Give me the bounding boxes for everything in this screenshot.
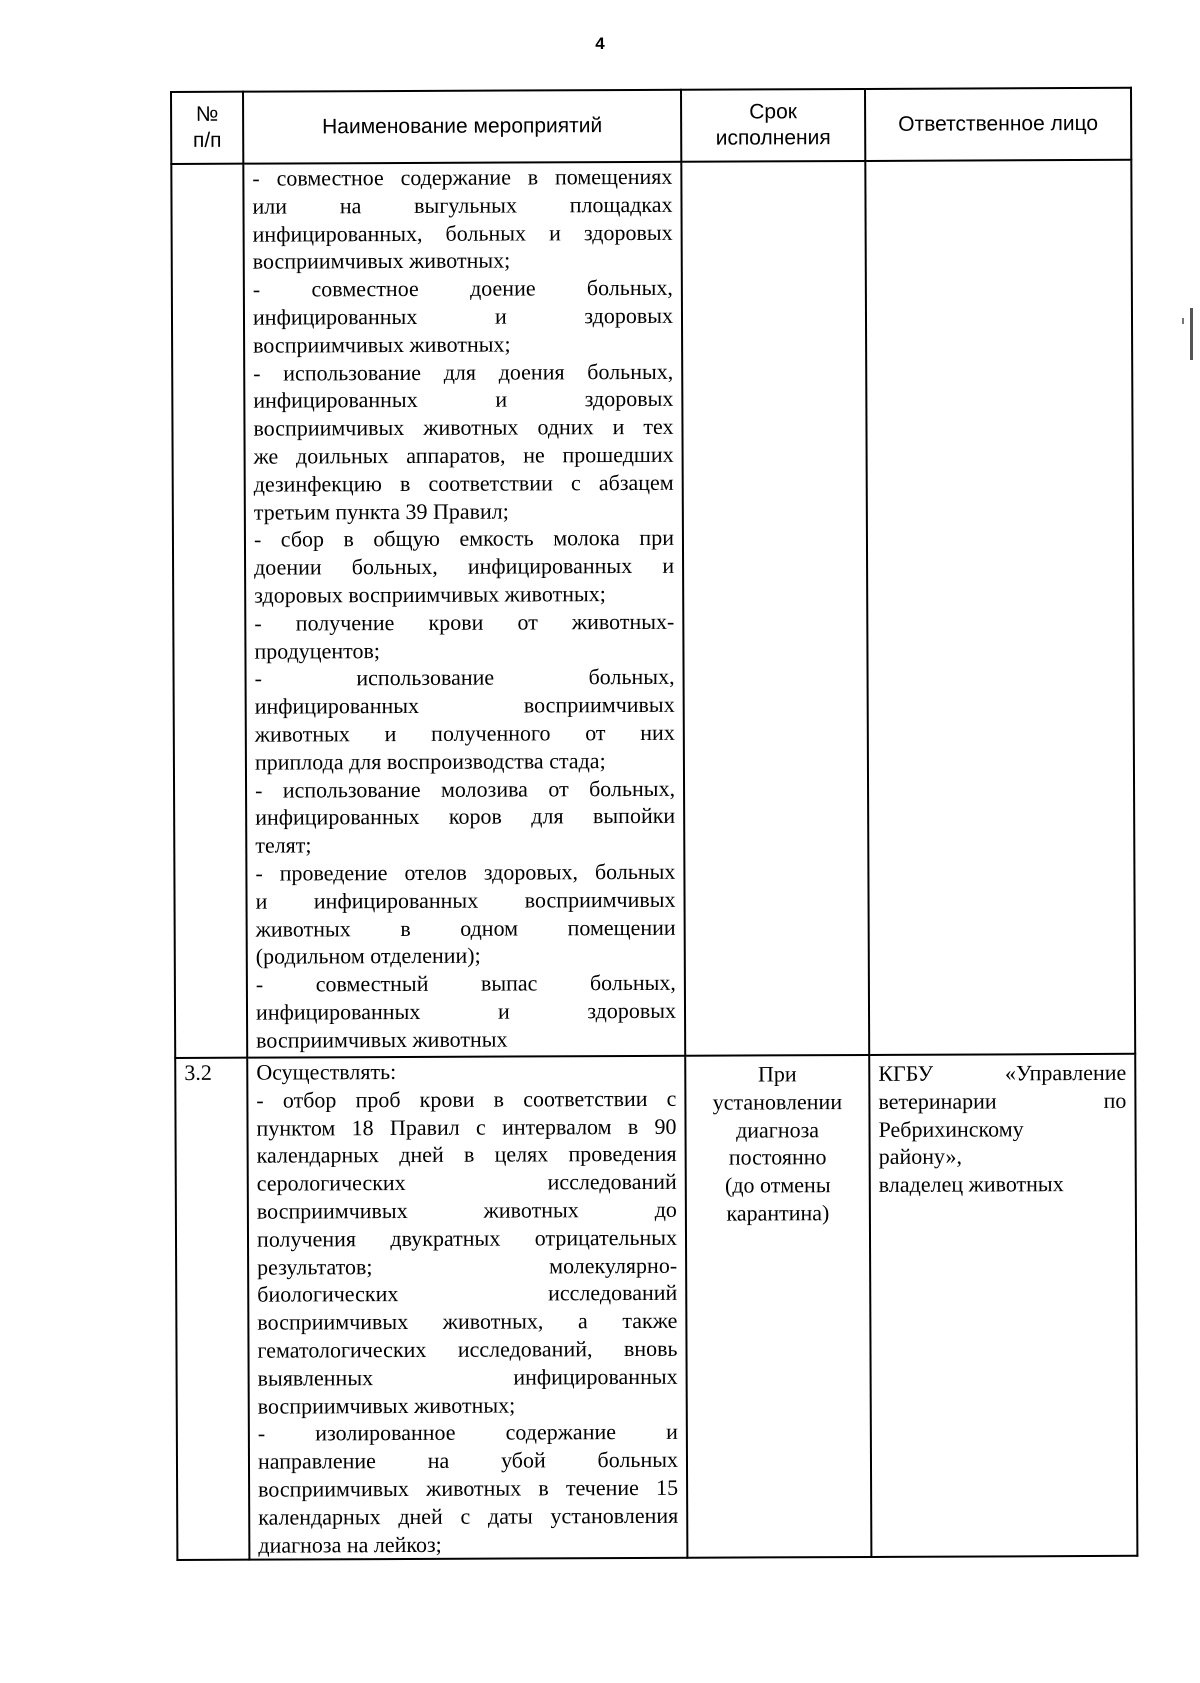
name-line: диагноза на лейкоз; [258, 1531, 442, 1558]
term-line: установлении [712, 1088, 843, 1115]
responsible-cell [865, 160, 1135, 1055]
header-num-text: № п/п [192, 102, 222, 152]
name-line: инфицированных, больных и здоровых [252, 219, 673, 247]
name-line: Осуществлять: [256, 1059, 397, 1085]
name-line: инфицированных восприимчивых [254, 691, 675, 719]
name-line: - совместное доение больных, [252, 274, 673, 302]
header-term-text: Срок исполнения [715, 100, 831, 150]
name-line: телят; [255, 832, 312, 858]
term-cell [681, 161, 869, 1056]
name-line: здоровых восприимчивых животных; [254, 581, 606, 608]
term-line: постоянно [728, 1144, 827, 1170]
name-line: пунктом 18 Правил с интервалом в 90 [256, 1113, 677, 1141]
name-line: и инфицированных восприимчивых [255, 886, 676, 914]
resp-line: КГБУ «Управление [878, 1059, 1127, 1086]
scan-edge-dot [1182, 318, 1184, 324]
row-number-cell: 3.2 [175, 1058, 249, 1561]
header-name-text: Наименование мероприятий [322, 114, 603, 139]
name-line: календарных дней в целях проведения [256, 1141, 677, 1169]
name-line: инфицированных и здоровых [252, 302, 674, 330]
name-line: серологических исследований [256, 1168, 677, 1196]
name-line: - использование больных, [254, 664, 675, 691]
name-line: - сбор в общую емкость молока при [253, 525, 675, 552]
name-line: восприимчивых животных, а также [257, 1307, 678, 1335]
resp-line: ветеринарии по [878, 1087, 1127, 1114]
name-line: восприимчивых животных до [256, 1196, 677, 1224]
name-line: же доильных аппаратов, не прошедших [253, 441, 674, 469]
name-line: третьим пункта 39 Правил; [253, 498, 509, 525]
name-line: - изолированное содержание и [257, 1419, 678, 1446]
name-line: календарных дней с даты установления [258, 1502, 679, 1530]
header-responsible-text: Ответственное лицо [898, 111, 1099, 136]
name-line: инфицированных и здоровых [253, 386, 674, 414]
name-line: восприимчивых животных [256, 1026, 508, 1053]
row-number-cell [171, 164, 247, 1058]
table-row [171, 160, 1135, 1058]
name-line: - использование молозива от больных, [254, 775, 676, 803]
name-line: восприимчивых животных одних и тех [253, 413, 674, 441]
name-line: результатов; молекулярно- [257, 1252, 678, 1280]
header-term [681, 89, 865, 162]
name-line: продуцентов; [254, 637, 380, 664]
resp-line: владелец животных [878, 1171, 1064, 1198]
page-number: 4 [595, 34, 605, 53]
name-line: доении больных, инфицированных и [254, 552, 675, 580]
name-line: - получение крови от животных- [254, 608, 675, 636]
term-line: карантина) [726, 1200, 830, 1226]
header-responsible [865, 88, 1131, 161]
term-line: При [757, 1061, 797, 1087]
name-line: дезинфекцию в соответствии с абзацем [253, 469, 674, 497]
name-line: животных в одном помещении [255, 914, 676, 942]
term-cell [685, 1055, 871, 1558]
name-line: восприимчивых животных; [252, 247, 511, 275]
name-line: - совместный выпас больных, [255, 969, 676, 997]
name-line: направление на убой больных [257, 1446, 679, 1474]
name-line: (родильном отделении); [255, 942, 481, 969]
name-line: или на выгульных площадках [252, 191, 673, 219]
name-line: - совместное содержание в помещениях [252, 163, 673, 191]
name-line: инфицированных коров для выпойки [255, 803, 676, 830]
measure-name-cell [243, 162, 685, 1058]
name-line: восприимчивых животных в течение 15 [258, 1474, 679, 1502]
scan-edge-mark [1190, 308, 1193, 360]
resp-line: Ребрихинскому [878, 1115, 1024, 1142]
header-num [171, 92, 243, 164]
name-line: животных и полученного от них [254, 719, 675, 747]
table-header-row [171, 88, 1131, 164]
name-line: получения двукратных отрицательных [256, 1224, 678, 1252]
name-line: восприимчивых животных; [253, 331, 511, 358]
name-line: - отбор проб крови в соответствии с [256, 1085, 677, 1113]
table-row [175, 1054, 1137, 1561]
name-line: инфицированных и здоровых [255, 997, 677, 1025]
term-line: (до отмены [724, 1172, 831, 1198]
name-line: восприимчивых животных; [257, 1392, 516, 1419]
measure-name-cell [247, 1056, 687, 1560]
name-line: выявленных инфицированных [257, 1363, 678, 1391]
name-line: приплода для воспроизводства стада; [254, 747, 606, 775]
measures-table [170, 87, 1138, 1562]
header-name [243, 90, 681, 164]
name-line: - проведение отелов здоровых, больных [255, 858, 676, 886]
name-line: - использование для доения больных, [253, 358, 674, 386]
name-line: гематологических исследований, вновь [257, 1335, 678, 1363]
term-line: диагноза [735, 1116, 820, 1143]
name-line: биологических исследований [257, 1280, 678, 1308]
responsible-cell [869, 1054, 1137, 1557]
resp-line: району», [878, 1143, 963, 1170]
